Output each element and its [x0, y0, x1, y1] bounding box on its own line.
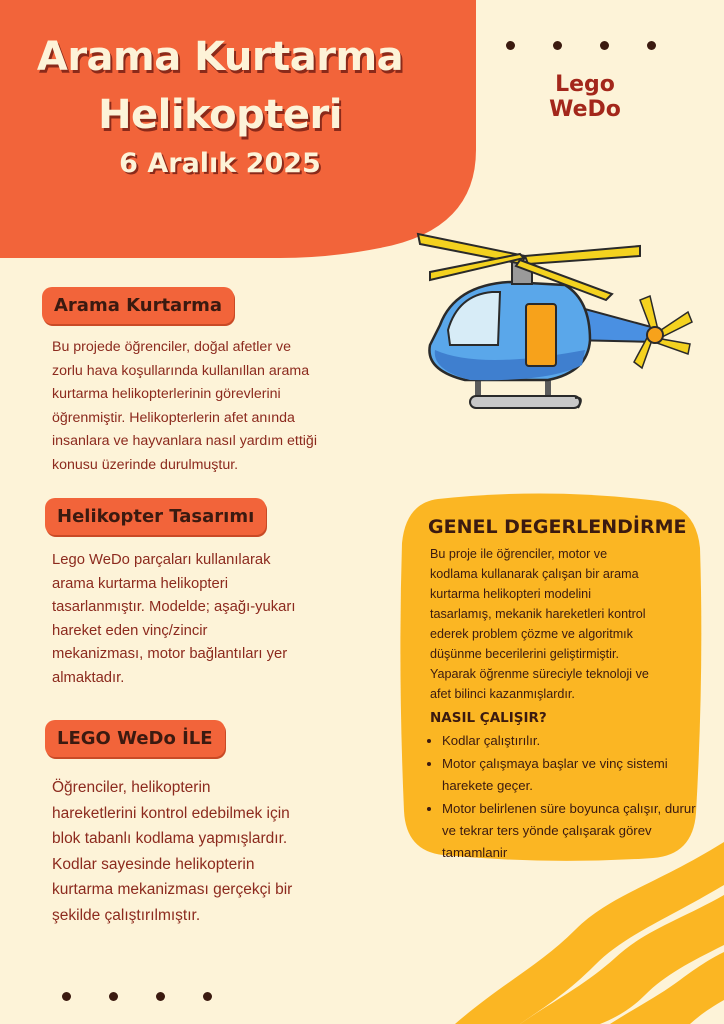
- text-line: kodlama kullanarak çalışan bir arama: [430, 567, 639, 581]
- text-line: Öğrenciler, helikopterin: [52, 779, 211, 796]
- text-line: şekilde çalıştırılmıştır.: [52, 906, 201, 924]
- how-it-works-title: NASIL ÇALIŞIR?: [430, 710, 547, 726]
- text-line: hareketlerini kontrol edebilmek için: [52, 804, 290, 822]
- text-line: zorlu hava koşullarında kullanıllan arama: [52, 362, 310, 379]
- how-it-works-list: [424, 730, 702, 865]
- dot: [109, 992, 118, 1001]
- list-item: • Kodlar çalıştırılır.: [442, 730, 702, 752]
- dot: [203, 992, 212, 1001]
- title-line-2: Helikopteri: [98, 92, 342, 138]
- date: 6 Aralık 2025: [119, 148, 321, 179]
- text-line: almaktadır.: [52, 669, 125, 686]
- text-line: Bu proje ile öğrenciler, motor ve: [430, 547, 608, 561]
- text-line: ederek problem çözme ve algoritmık: [430, 627, 633, 641]
- helicopter-icon: [400, 218, 700, 428]
- text-line: hareket eden vinç/zincir: [52, 622, 208, 639]
- text-line: mekanizması, motor bağlantıları yer: [52, 646, 288, 662]
- title-line-1: Arama Kurtarma: [36, 34, 404, 80]
- text-line: kurtarma mekanizması gerçekçi bir: [52, 881, 293, 898]
- section-heading-helikopter-tasarimi: Helikopter Tasarımı: [45, 498, 266, 535]
- dot: [156, 992, 165, 1001]
- section-heading-lego-wedo: LEGO WeDo İLE: [45, 720, 225, 757]
- evaluation-title: GENEL DEGERLENDİRME: [428, 516, 687, 538]
- text-line: afet bilinci kazanmışlardır.: [430, 687, 575, 701]
- dot: [647, 41, 656, 50]
- text-line: Yaparak öğrenme süreciyle teknoloji ve: [430, 667, 649, 681]
- evaluation-text: [430, 544, 695, 704]
- list-item: • Motor çalışmaya başlar ve vinç sistemi harekete geçer.: [442, 753, 702, 797]
- text-line: tasarlamış, mekanik hareketleri kontrol: [430, 607, 646, 621]
- title-block: [0, 28, 440, 179]
- text-line: öğrenmiştir. Helikopterlerin afet anında: [52, 409, 295, 426]
- text-line: düşünme becerilerini geliştirmiştir.: [430, 647, 619, 661]
- brand-label: Lego WeDo: [549, 72, 621, 122]
- list-item: • Motor belirlenen süre boyunca çalışır, durur ve tekrar ters yönde çalışarak görev tamamlanir: [442, 798, 702, 864]
- dot: [600, 41, 609, 50]
- text-line: kurtarma helikopterlerinin görevlerini: [52, 386, 281, 402]
- dots-bottom: [62, 992, 212, 1001]
- text-line: kurtarma helikopteri modelini: [430, 587, 591, 601]
- dot: [506, 41, 515, 50]
- section-text-lego-wedo: [52, 775, 292, 928]
- dot: [553, 41, 562, 50]
- text-line: tasarlanmıştır. Modelde; aşağı-yukarı: [52, 599, 296, 615]
- dots-top: [506, 41, 656, 50]
- dot: [62, 992, 71, 1001]
- section-text-helikopter-tasarimi: [52, 549, 295, 690]
- text-line: Kodlar sayesinde helikopterin: [52, 855, 255, 873]
- text-line: insanlara ve hayvanlara nasıl yardım ettiği: [52, 433, 317, 449]
- section-text-arama-kurtarma: [52, 336, 317, 477]
- text-line: konusu üzerinde durulmuştur.: [52, 456, 239, 473]
- text-line: blok tabanlı kodlama yapmışlardır.: [52, 830, 288, 847]
- section-heading-arama-kurtarma: Arama Kurtarma: [42, 287, 234, 324]
- text-line: arama kurtarma helikopteri: [52, 575, 228, 592]
- text-line: Lego WeDo parçaları kullanılarak: [52, 552, 271, 568]
- text-line: Bu projede öğrenciler, doğal afetler ve: [52, 339, 291, 355]
